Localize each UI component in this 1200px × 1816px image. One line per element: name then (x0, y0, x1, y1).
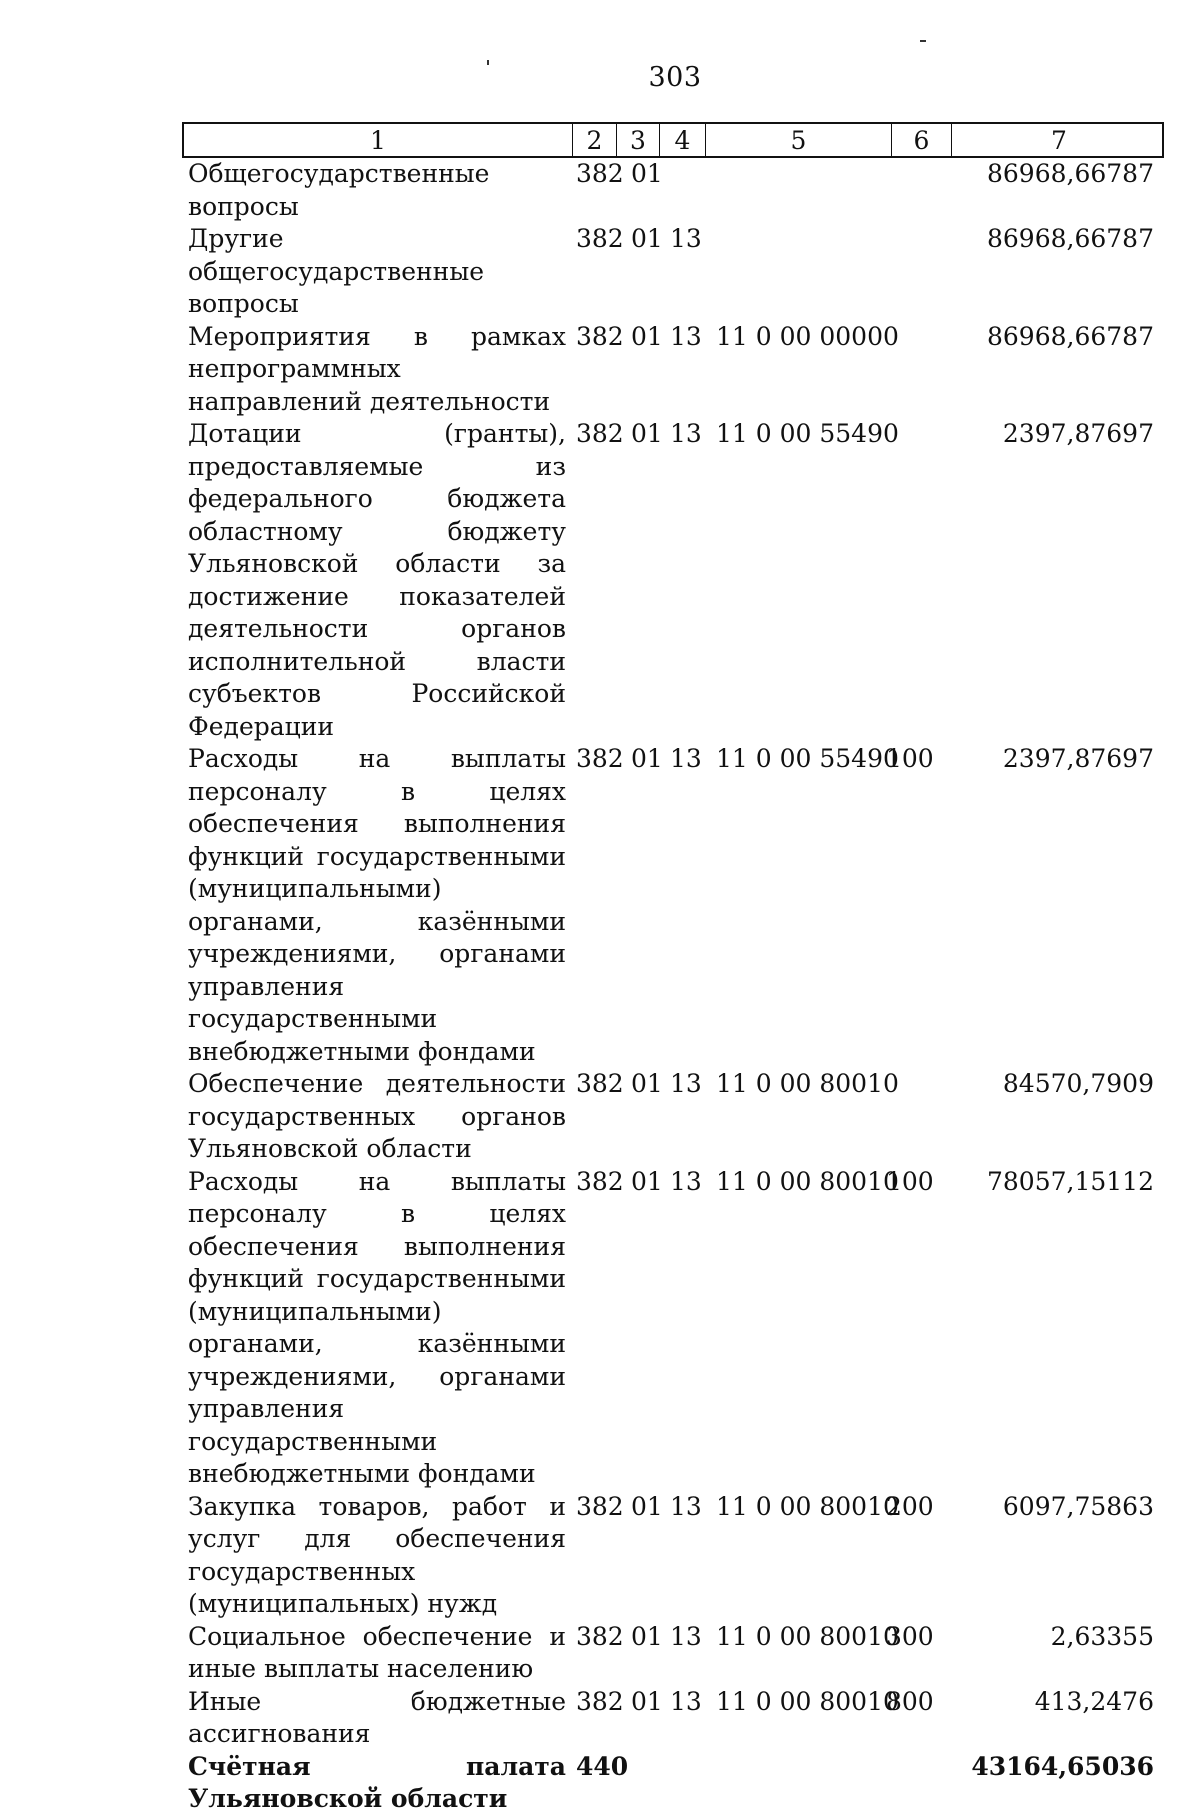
row-code-3: 01 (631, 1166, 663, 1196)
row-code-5: 11 0 00 80010 (716, 1621, 899, 1651)
row-code-5: 11 0 00 55490 (716, 744, 899, 773)
table-row (188, 223, 1158, 321)
row-code-3: 01 (631, 224, 663, 253)
row-name: Счётная палата Ульяновской области (188, 1751, 566, 1813)
row-name: Мероприятия в рамках непрограммных направлений деятельности (188, 321, 566, 416)
row-name: Расходы на выплаты персоналу в целях обеспечения выполнения функций государственными (муниципальными) органами, казёнными учреждениями, органами управления государственными внебюджетными фондами (188, 744, 566, 1066)
row-code-6 (886, 321, 946, 419)
row-code-4 (666, 1751, 706, 1816)
row-code-3: 01 (631, 159, 663, 188)
row-code-6: 300 (886, 1621, 934, 1651)
table-row (188, 1751, 1158, 1816)
scan-speck (487, 60, 489, 65)
row-code-2: 382 (576, 1621, 624, 1651)
row-code-2: 382 (576, 1491, 624, 1521)
row-name: Другие общегосударственные вопросы (188, 224, 485, 318)
table-row (188, 1166, 1158, 1491)
header-cell-4: 4 (660, 124, 706, 156)
row-code-2: 382 (576, 1166, 624, 1196)
row-code-5: 11 0 00 00000 (716, 321, 899, 351)
table-row (188, 1491, 1158, 1621)
row-code-3: 01 (631, 1621, 663, 1651)
header-cell-1: 1 (184, 124, 573, 156)
row-code-5 (706, 158, 886, 223)
row-sum: 2397,87697 (1002, 744, 1154, 773)
table-row (188, 321, 1158, 419)
row-name: Дотации (гранты), предоставляемые из федерального бюджета областному бюджету Ульяновской области за достижение показателей деятельности органов исполнительной власти субъектов Российской Федерации (188, 419, 566, 741)
row-code-2: 382 (576, 224, 624, 253)
row-code-5: 11 0 00 80010 (716, 1491, 899, 1521)
row-code-4: 13 (670, 321, 702, 351)
row-code-2: 382 (576, 744, 624, 773)
header-cell-3: 3 (617, 124, 660, 156)
row-name: Общегосударственные вопросы (188, 159, 490, 221)
header-cell-5: 5 (706, 124, 892, 156)
row-name: Обеспечение деятельности государственных органов Ульяновской области (188, 1069, 566, 1163)
row-code-2: 440 (576, 1751, 629, 1781)
row-code-2: 382 (576, 1069, 624, 1098)
row-code-6 (886, 1751, 946, 1816)
row-sum: 2,63355 (1050, 1621, 1154, 1651)
row-sum: 86968,66787 (986, 159, 1154, 188)
row-sum: 2397,87697 (1002, 419, 1154, 448)
row-code-6: 200 (886, 1491, 934, 1521)
page-number: 303 (648, 62, 702, 93)
row-code-3: 01 (631, 1069, 663, 1098)
row-sum: 86968,66787 (986, 224, 1154, 253)
row-code-5: 11 0 00 80010 (716, 1166, 899, 1196)
row-name: Расходы на выплаты персоналу в целях обеспечения выполнения функций государственными (муниципальными) органами, казёнными учреждениями, органами управления государственными внебюджетными фондами (188, 1166, 566, 1488)
table-row (188, 158, 1158, 223)
header-cell-2: 2 (573, 124, 617, 156)
row-code-6 (886, 223, 946, 321)
row-code-4: 13 (670, 1491, 702, 1521)
row-sum: 43164,65036 (971, 1751, 1154, 1781)
row-name: Иные бюджетные ассигнования (188, 1686, 566, 1748)
row-code-6: 800 (886, 1686, 934, 1716)
row-code-3: 01 (631, 419, 663, 448)
row-code-5 (706, 223, 886, 321)
row-code-3: 01 (631, 321, 663, 351)
row-code-3: 01 (631, 1491, 663, 1521)
row-code-2: 382 (576, 419, 624, 448)
row-sum: 84570,7909 (1002, 1069, 1154, 1098)
row-code-6 (886, 1068, 946, 1166)
table-row (188, 1068, 1158, 1166)
table-body (188, 158, 1158, 1816)
row-code-4: 13 (670, 1166, 702, 1196)
row-sum: 6097,75863 (1002, 1491, 1154, 1521)
row-code-6 (886, 418, 946, 743)
row-code-5: 11 0 00 80010 (716, 1069, 899, 1098)
row-code-2: 382 (576, 321, 624, 351)
scan-speck (920, 40, 926, 42)
row-sum: 78057,15112 (986, 1166, 1154, 1196)
row-code-4 (666, 158, 706, 223)
row-code-3 (621, 1751, 666, 1816)
table-header (182, 122, 1164, 158)
header-cell-6: 6 (892, 124, 952, 156)
row-code-2: 382 (576, 159, 624, 188)
row-code-6: 100 (886, 744, 934, 773)
row-code-4: 13 (670, 419, 702, 448)
row-code-2: 382 (576, 1686, 624, 1716)
table-row (188, 418, 1158, 743)
row-code-6 (886, 158, 946, 223)
row-code-5: 11 0 00 55490 (716, 419, 899, 448)
row-code-3: 01 (631, 744, 663, 773)
table-row (188, 1686, 1158, 1751)
row-sum: 413,2476 (1034, 1686, 1154, 1716)
row-code-4: 13 (670, 1686, 702, 1716)
row-code-4: 13 (670, 224, 702, 253)
row-sum: 86968,66787 (986, 321, 1154, 351)
row-code-4: 13 (670, 1621, 702, 1651)
row-code-6: 100 (886, 1166, 934, 1196)
row-code-5 (706, 1751, 886, 1816)
row-name: Закупка товаров, работ и услуг для обеспечения государственных (муниципальных) нужд (188, 1491, 566, 1618)
table-row (188, 743, 1158, 1068)
row-code-4: 13 (670, 744, 702, 773)
header-cell-7: 7 (1051, 125, 1067, 155)
table-row (188, 1621, 1158, 1686)
row-code-5: 11 0 00 80010 (716, 1686, 899, 1716)
row-code-3: 01 (631, 1686, 663, 1716)
row-code-4: 13 (670, 1069, 702, 1098)
row-name: Социальное обеспечение и иные выплаты населению (188, 1621, 566, 1683)
